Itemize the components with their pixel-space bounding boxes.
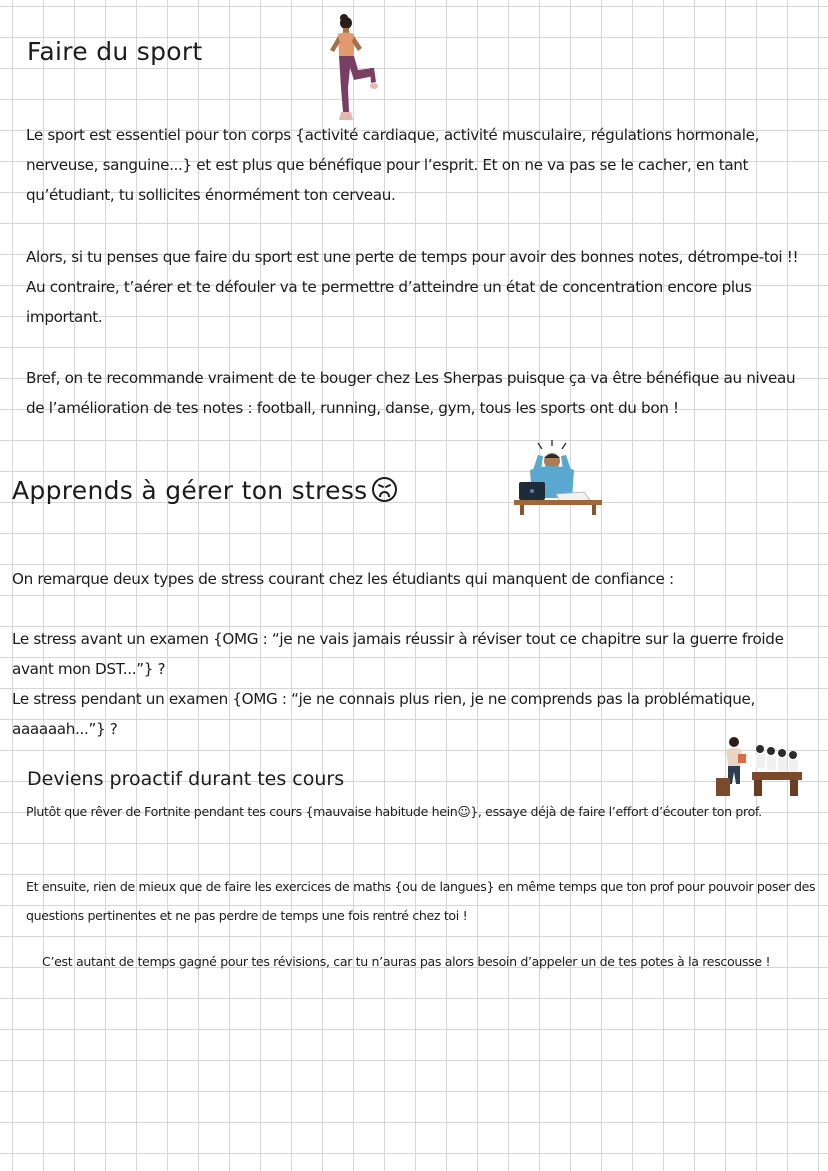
sport-paragraph-1: Le sport est essentiel pour ton corps {activité cardiaque, activité musculaire, régulations hormonale, nerveuse, sanguine...} et est plus que bénéfique pour l’esprit. Et on ne va pas se le cacher, en tant qu’étudiant, tu sollicites énormément ton cerveau. xyxy=(26,126,760,204)
title-sport: Faire du sport xyxy=(27,37,203,66)
proactif-paragraph-3: C’est autant de temps gagné pour tes révisions, car tu n’auras pas alors besoin d’appeler un de tes potes à la rescousse ! xyxy=(42,954,771,969)
classroom-illustration xyxy=(712,732,804,800)
stress-heading xyxy=(12,476,397,505)
stress-intro: On remarque deux types de stress courant chez les étudiants qui manquent de confiance : xyxy=(12,570,674,588)
title-proactif: Deviens proactif durant tes cours xyxy=(27,768,345,790)
title-stress: Apprends à gérer ton stress xyxy=(12,476,368,505)
athlete-illustration xyxy=(322,10,382,125)
sport-paragraph-2: Alors, si tu penses que faire du sport est une perte de temps pour avoir des bonnes notes, détrompe-toi !! Au contraire, t’aérer et te défouler va te permettre d’atteindre un état de concentration encore plus important. xyxy=(26,248,799,326)
proactif-paragraph-2: Et ensuite, rien de mieux que de faire les exercices de maths {ou de langues} en même temps que ton prof pour pouvoir poser des questions pertinentes et ne pas perdre de temps une fois rentré chez toi ! xyxy=(26,879,816,923)
proactif-paragraph-1: Plutôt que rêver de Fortnite pendant tes cours {mauvaise habitude hein☺}, essaye déjà de faire l’effort d’écouter ton prof. xyxy=(26,804,762,819)
stress-item-1: Le stress avant un examen {OMG : “je ne vais jamais réussir à réviser tout ce chapitre sur la guerre froide avant mon DST...”} ? xyxy=(12,630,784,678)
stress-item-2: Le stress pendant un examen {OMG : “je ne connais plus rien, je ne comprends pas la problématique, aaaaaah...”} ? xyxy=(12,690,755,738)
stressed-student-illustration xyxy=(512,440,604,518)
sad-face-icon xyxy=(372,477,397,502)
sport-paragraph-3: Bref, on te recommande vraiment de te bouger chez Les Sherpas puisque ça va être bénéfique au niveau de l’amélioration de tes notes : football, running, danse, gym, tous les sports ont du bon ! xyxy=(26,369,796,417)
